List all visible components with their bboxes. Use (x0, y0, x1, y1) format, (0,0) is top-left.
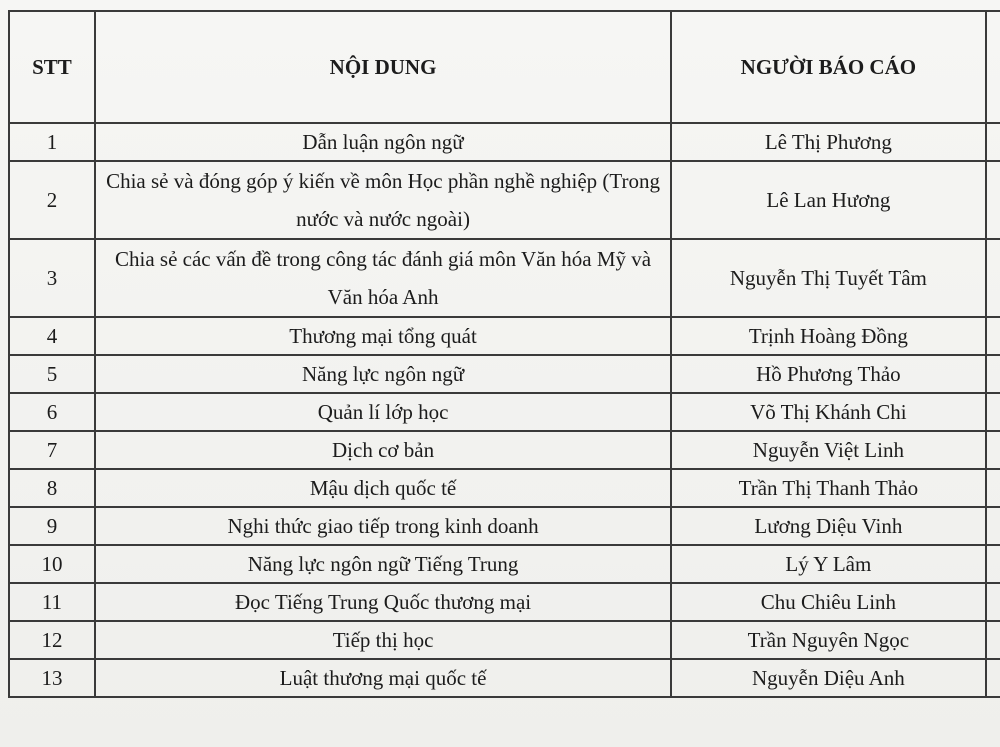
row-reporter: Hồ Phương Thảo (671, 355, 985, 393)
row-stt: 13 (9, 659, 95, 697)
table-row (9, 161, 1000, 239)
row-extra-cell (986, 621, 1000, 659)
row-stt: 11 (9, 583, 95, 621)
row-extra-cell (986, 545, 1000, 583)
row-content: Năng lực ngôn ngữ (95, 355, 671, 393)
row-stt: 2 (9, 161, 95, 239)
row-content: Chia sẻ các vấn đề trong công tác đánh giá môn Văn hóa Mỹ và Văn hóa Anh (95, 239, 671, 317)
row-content: Luật thương mại quốc tế (95, 659, 671, 697)
row-stt: 10 (9, 545, 95, 583)
table-row (9, 621, 1000, 659)
table-row (9, 123, 1000, 161)
row-stt: 8 (9, 469, 95, 507)
row-content: Tiếp thị học (95, 621, 671, 659)
row-reporter: Trịnh Hoàng Đồng (671, 317, 985, 355)
table-row (9, 659, 1000, 697)
table-row (9, 583, 1000, 621)
row-reporter: Lý Y Lâm (671, 545, 985, 583)
row-content: Dịch cơ bản (95, 431, 671, 469)
row-stt: 5 (9, 355, 95, 393)
header-stt: STT (9, 11, 95, 123)
row-extra-cell (986, 507, 1000, 545)
row-extra-cell (986, 317, 1000, 355)
table-row (9, 355, 1000, 393)
row-extra-cell (986, 123, 1000, 161)
row-reporter: Lê Thị Phương (671, 123, 985, 161)
row-reporter: Trần Thị Thanh Thảo (671, 469, 985, 507)
table-row (9, 317, 1000, 355)
row-stt: 1 (9, 123, 95, 161)
row-extra-cell (986, 355, 1000, 393)
row-content: Dẫn luận ngôn ngữ (95, 123, 671, 161)
row-stt: 7 (9, 431, 95, 469)
row-reporter: Lương Diệu Vinh (671, 507, 985, 545)
report-table (8, 10, 1000, 698)
row-extra-cell (986, 583, 1000, 621)
row-stt: 9 (9, 507, 95, 545)
row-extra-cell (986, 239, 1000, 317)
row-reporter: Nguyễn Diệu Anh (671, 659, 985, 697)
row-reporter: Nguyễn Thị Tuyết Tâm (671, 239, 985, 317)
row-stt: 6 (9, 393, 95, 431)
row-content: Mậu dịch quốc tế (95, 469, 671, 507)
header-content: NỘI DUNG (95, 11, 671, 123)
row-content: Thương mại tổng quát (95, 317, 671, 355)
row-reporter: Lê Lan Hương (671, 161, 985, 239)
row-content: Năng lực ngôn ngữ Tiếng Trung (95, 545, 671, 583)
row-content: Đọc Tiếng Trung Quốc thương mại (95, 583, 671, 621)
row-extra-cell (986, 469, 1000, 507)
row-extra-cell (986, 161, 1000, 239)
row-reporter: Chu Chiêu Linh (671, 583, 985, 621)
header-extra-column (986, 11, 1000, 123)
row-stt: 4 (9, 317, 95, 355)
table-row (9, 507, 1000, 545)
row-content: Chia sẻ và đóng góp ý kiến về môn Học phần nghề nghiệp (Trong nước và nước ngoài) (95, 161, 671, 239)
header-reporter: NGƯỜI BÁO CÁO (671, 11, 985, 123)
row-reporter: Võ Thị Khánh Chi (671, 393, 985, 431)
table-row (9, 431, 1000, 469)
row-extra-cell (986, 431, 1000, 469)
row-stt: 12 (9, 621, 95, 659)
row-content: Nghi thức giao tiếp trong kinh doanh (95, 507, 671, 545)
table-row (9, 469, 1000, 507)
table-row (9, 393, 1000, 431)
table-row (9, 545, 1000, 583)
row-stt: 3 (9, 239, 95, 317)
table-header-row (9, 11, 1000, 123)
row-reporter: Trần Nguyên Ngọc (671, 621, 985, 659)
row-content: Quản lí lớp học (95, 393, 671, 431)
table-row (9, 239, 1000, 317)
row-extra-cell (986, 659, 1000, 697)
row-reporter: Nguyễn Việt Linh (671, 431, 985, 469)
row-extra-cell (986, 393, 1000, 431)
